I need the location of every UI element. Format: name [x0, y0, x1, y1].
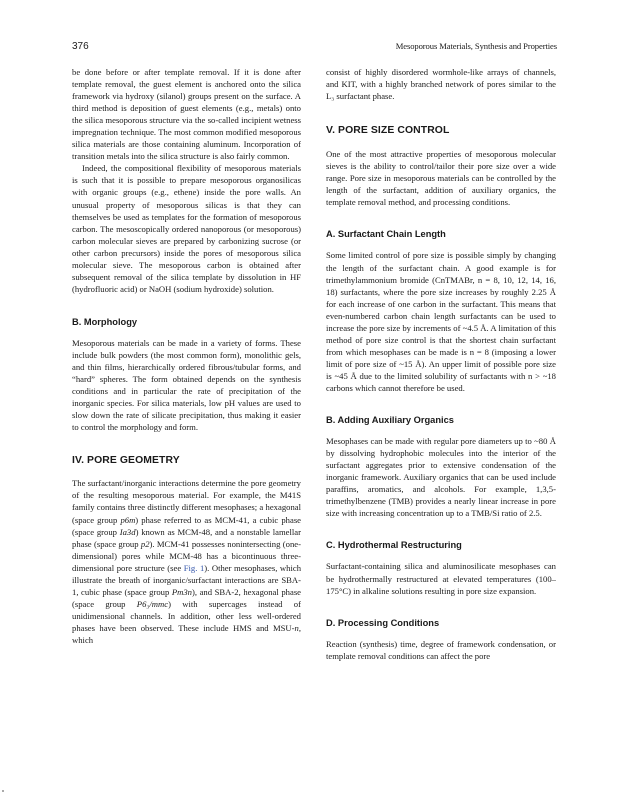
running-title: Mesoporous Materials, Synthesis and Properties	[395, 41, 557, 51]
paragraph: The surfactant/inorganic interactions determine the pore geometry of the resulting mesoporous material. For example, the M41S family contains three distinctly different mesophases; a hexagonal (space group p6m) phase referred to as MCM-41, a cubic phase (space group Ia3d) known as MCM-48, and a nonstable lamellar phase (space group p2). MCM-41 possesses nonintersecting (one-dimensional) pores while MCM-48 has a bicontinuous three-dimensional pore structure (see Fig. 1). Other mesophases, which illustrate the breath of inorganic/surfactant interactions are SBA-1, cubic phase (space group Pm3n), and SBA-2, hexagonal phase (space group P6₃/mmc) with supercages instead of unidimensional channels. In addition, other less well-ordered phases have been observed. These include HMS and MSU-n, which	[72, 478, 302, 645]
section-heading-morphology: B. Morphology	[72, 316, 138, 327]
section-heading-processing: D. Processing Conditions	[326, 617, 440, 628]
paragraph: Indeed, the compositional flexibility of mesoporous materials is such that it is possible to prepare mesoporous organosilicas with organic groups (e.g., ethene) inside the pore walls. An unusual property of mesoporous silicas is that they can themselves be used as templates for the formation of mesoporous carbon. The mesoscopically ordered nanoporous (or mesoporous) carbon molecular sieves are prepared by carbonizing sucrose (or other carbon precursors) inside the pores of mesoporous silica molecular sieve. The mesoporous carbon is obtained after subsequent removal of the silica template by dissolution in HF (hydrofluoric acid) or NaOH (sodium hydroxide) solution.	[72, 163, 301, 294]
figure-link[interactable]: Fig. 1	[183, 562, 205, 573]
section-heading-pore-geometry: IV. PORE GEOMETRY	[72, 455, 180, 467]
right-column	[326, 66, 556, 662]
paragraph: be done before or after template removal. If it is done after template removal, the guest element is anchored onto the silica framework via hydroxy (silanol) groups present on the surface. A third method is deposition of guest elements (e.g., metals) onto the silica mesoporous structure via the so-called incipient wetness impregnation technique. The most common modified mesoporous silica materials are those containing aluminum. Incorporation of transition metals into the silica structure is also fairly common.	[72, 67, 301, 162]
left-column	[72, 66, 301, 646]
paragraph: consist of highly disordered wormhole-like arrays of channels, and KIT, with a highly branched network of pores similar to the L₃ surfactant phase.	[326, 67, 556, 102]
paragraph: One of the most attractive properties of mesoporous molecular sieves is the ability to control/tailor their pore size over a wide range. Pore size in mesoporous materials can be controlled by the length of the surfactant, addition of auxiliary organics, the template removal method, and processing conditions.	[326, 149, 556, 208]
section-heading-hydrothermal: C. Hydrothermal Restructuring	[326, 540, 462, 551]
section-heading-chain-length: A. Surfactant Chain Length	[326, 229, 446, 240]
paragraph: Reaction (synthesis) time, degree of framework condensation, or template removal conditions can affect the pore	[326, 638, 556, 661]
section-heading-auxiliary: B. Adding Auxiliary Organics	[326, 415, 454, 426]
page-number: 376	[72, 41, 89, 52]
corner-mark	[2, 790, 4, 792]
section-heading-pore-size: V. PORE SIZE CONTROL	[326, 125, 450, 137]
paragraph: Some limited control of pore size is possible simply by changing the length of the surfactant chain. A good example is for trimethylammonium bromide (CnTMABr, n = 8, 10, 12, 14, 16, 18) surfactants, where the pore size increases by roughly 2.25 Å for each increase of one carbon in the surfactant. This means that even-numbered carbon chain length surfactants can be used to increase the pore size by increments of ~4.5 Å. A limitation of this method of pore size control is that the shortest chain surfactant from which mesophases can be made is n = 8 (imposing a lower limit of pore size of ~15 Å). An upper limit of possible pore size is ~45 Å due to the limited solubility of surfactants with n > ~18 carbons which cannot therefore be used.	[326, 250, 556, 393]
paragraph: Mesophases can be made with regular pore diameters up to ~80 Å by dissolving hydrophobic molecules into the interior of the surfactant aggregates prior to extensive condensation of the inorganic framework. Auxiliary organics that can be used include paraffins, aromatics, and alcohols. For example, 1,3,5-trimethylbenzene (TMB) provides a nearly linear increase in pore size with increasing concentration up to a TMB/Si ratio of 2.5.	[326, 436, 556, 519]
paragraph: Surfactant-containing silica and aluminosilicate mesophases can be hydrothermally restructured at elevated temperatures (100–175°C) in alkaline solutions resulting in pore size expansion.	[326, 561, 556, 596]
running-header	[72, 41, 557, 55]
paragraph: Mesoporous materials can be made in a variety of forms. These include bulk powders (the most common form), monolithic gels, and thin films, hierarchically ordered fibrous/tubular forms, and “hard” spheres. The form obtained depends on the synthesis conditions and in particular the rate of precipitation of the inorganic species. For silica materials, low pH values are used to slow down the rate of silicate precipitation, thus making it easier to control the morphology and form.	[72, 337, 301, 433]
